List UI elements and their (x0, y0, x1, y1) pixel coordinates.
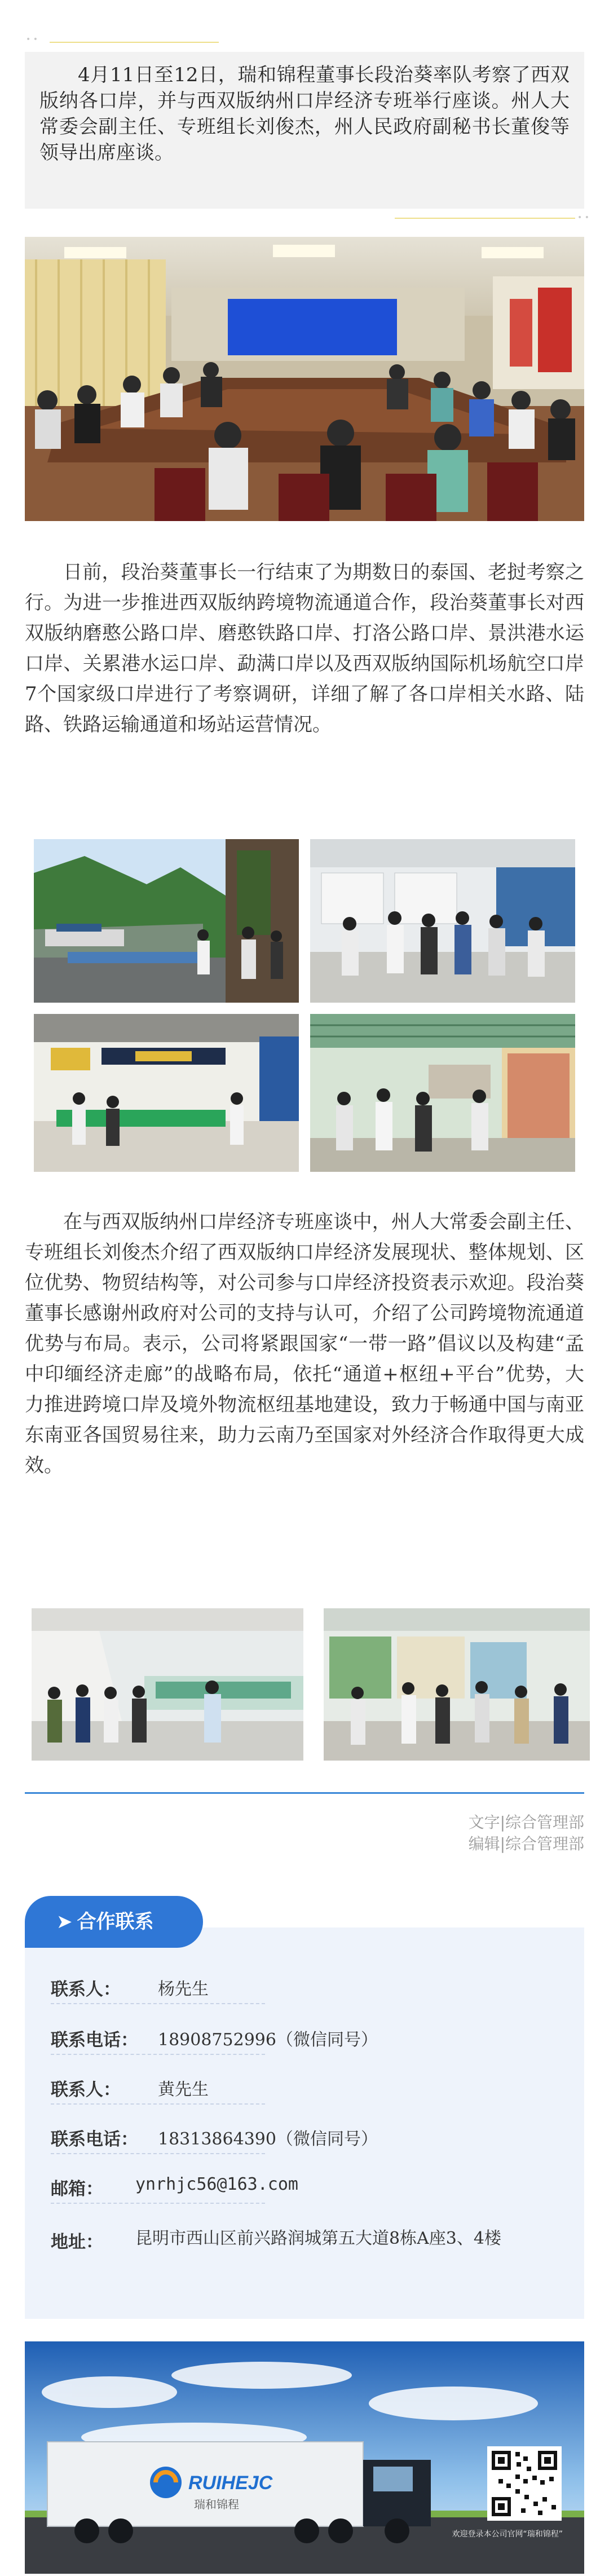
decor-dots-bottom: • • (577, 213, 589, 222)
credit-editor: 编辑|综合管理部 (468, 1834, 584, 1853)
qr-code-icon (487, 2446, 562, 2521)
banner-logo-sub: 瑞和锦程 (194, 2498, 239, 2511)
row-separator (51, 2003, 265, 2004)
body-paragraph-1: 日前，段治葵董事长一行结束了为期数日的泰国、老挝考察之行。为进一步推进西双版纳跨境物流通道合作，段治葵董事长对西双版纳磨憨公路口岸、磨憨铁路口岸、打洛公路口岸、景洪港水运口岸、关累港水运口岸、勐满口岸以及西双版纳国际机场航空口岸7个国家级口岸进行了考察调研，详细了解了各口岸相关水路、陆路、铁路运输通道和场站运营情况。 (25, 561, 584, 736)
planning-board-photo (324, 1608, 590, 1761)
phone-label-2: 联系电话： (51, 2129, 138, 2150)
row-separator (51, 2203, 265, 2204)
address-value: 昆明市西山区前兴路润城第五大道8栋A座3、4楼 (135, 2229, 501, 2248)
intro-text: 4月11日至12日，瑞和锦程董事长段治葵率队考察了西双版纳各口岸，并与西双版纳州口岸经济专班举行座谈。州人大常委会副主任、专班组长刘俊杰，州人民政府副秘书长董俊等领导出席座谈。 (39, 64, 570, 164)
decor-line-bottom (395, 218, 575, 219)
row-separator (51, 2153, 265, 2154)
email-value[interactable]: ynrhjc56@163.com (135, 2174, 298, 2194)
decor-line-top (50, 42, 219, 43)
row-separator (51, 2054, 265, 2055)
phone-label-1: 联系电话： (51, 2030, 138, 2050)
decor-dots-top: • • (26, 35, 38, 44)
exhibition-photo (32, 1608, 303, 1761)
email-label: 邮箱： (51, 2179, 103, 2199)
section-divider (25, 1792, 584, 1794)
station-hall-photo (34, 1014, 299, 1172)
banner-logo-text: RUIHEJC (188, 2472, 273, 2494)
arrow-right-icon: ➤ (56, 1911, 73, 1933)
hall-visit-photo (310, 839, 575, 1003)
body-paragraph-2: 在与西双版纳州口岸经济专班座谈中，州人大常委会副主任、专班组长刘俊杰介绍了西双版纳口岸经济发展现状、整体规划、区位优势、物贸结构等，对公司参与口岸经济投资表示欢迎。段治葵董事长感谢州政府对公司的支持与认可，介绍了公司跨境物流通道优势与布局。表示，公司将紧跟国家“一带一路”倡议以及构建“孟中印缅经济走廊”的战略布局，依托“通道+枢纽+平台”优势，大力推进跨境口岸及境外物流枢纽基地建设，致力于畅通中国与南亚东南亚各国贸易往来，助力云南乃至国家对外经济合作取得更大成效。 (25, 1211, 584, 1477)
map-board-photo (310, 1014, 575, 1172)
phone-value-2[interactable]: 18313864390（微信同号） (158, 2129, 378, 2149)
contact-name-2: 黄先生 (158, 2080, 209, 2099)
address-label: 地址： (51, 2232, 103, 2252)
contact-label-1: 联系人： (51, 1979, 121, 2000)
phone-value-1[interactable]: 18908752996（微信同号） (158, 2030, 378, 2050)
port-river-photo (34, 839, 299, 1003)
contact-label-2: 联系人： (51, 2080, 121, 2100)
brand-banner (25, 2341, 584, 2574)
contact-name-1: 杨先生 (158, 1979, 209, 1999)
banner-qr-caption: 欢迎登录本公司官网“瑞和锦程” (452, 2530, 563, 2539)
contact-tab-label: 合作联系 (77, 1911, 154, 1933)
credit-text: 文字|综合管理部 (468, 1813, 584, 1832)
row-separator (51, 2103, 265, 2105)
meeting-photo (25, 237, 584, 521)
contact-tab (25, 1896, 203, 1948)
